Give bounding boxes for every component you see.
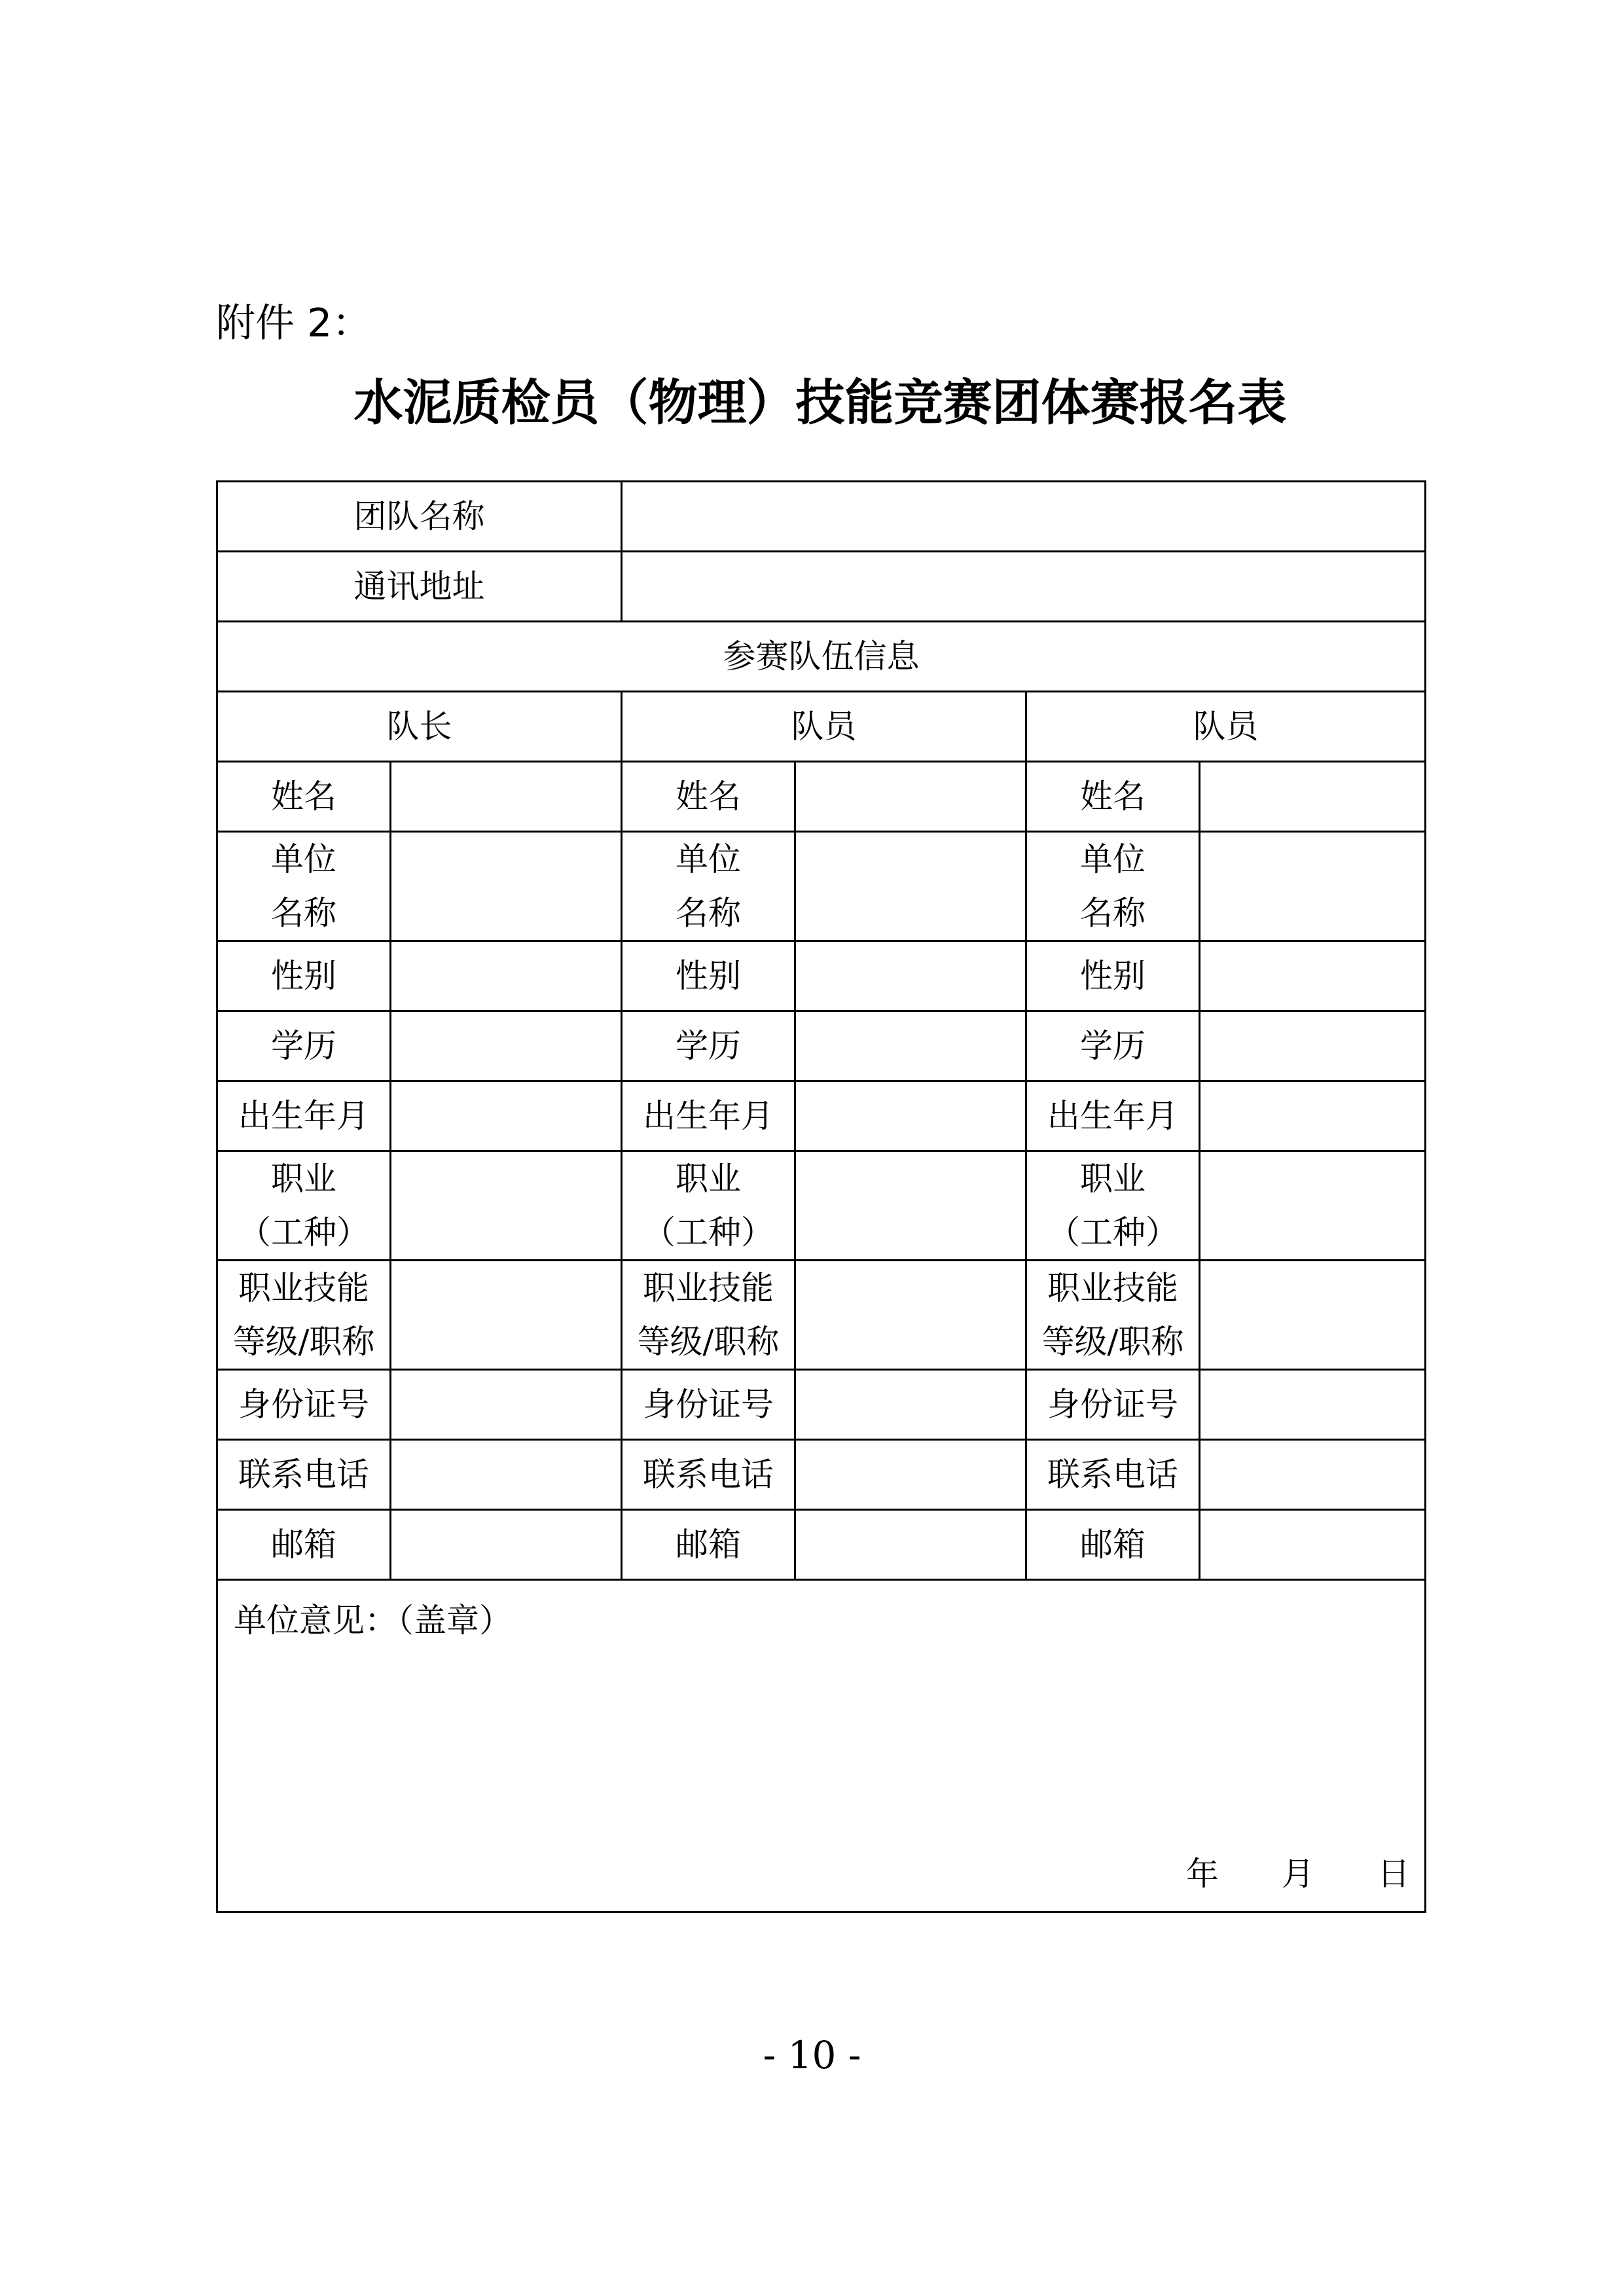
- id-label: 身份证号: [217, 1370, 391, 1440]
- captain-id-field[interactable]: [391, 1370, 622, 1440]
- phone-label: 联系电话: [217, 1440, 391, 1510]
- phone-row: [217, 1440, 1426, 1510]
- page-number: - 10 -: [763, 2033, 861, 2077]
- team-name-row: [217, 482, 1426, 552]
- phone-label: 联系电话: [622, 1440, 795, 1510]
- occupation-label: 职业 （工种）: [217, 1151, 391, 1261]
- unit-row: [217, 832, 1426, 941]
- member2-birth-field[interactable]: [1200, 1081, 1426, 1151]
- gender-row: [217, 941, 1426, 1011]
- name-label: 姓名: [1026, 762, 1200, 832]
- name-row: [217, 762, 1426, 832]
- date-line: [1123, 1851, 1410, 1897]
- address-row: [217, 552, 1426, 622]
- member1-skill-field[interactable]: [795, 1261, 1026, 1370]
- captain-occupation-field[interactable]: [391, 1151, 622, 1261]
- member1-phone-field[interactable]: [795, 1440, 1026, 1510]
- address-field[interactable]: [622, 552, 1426, 622]
- captain-phone-field[interactable]: [391, 1440, 622, 1510]
- roles-row: [217, 692, 1426, 762]
- member1-unit-field[interactable]: [795, 832, 1026, 941]
- member1-birth-field[interactable]: [795, 1081, 1026, 1151]
- member2-email-field[interactable]: [1200, 1510, 1426, 1580]
- team-name-field[interactable]: [622, 482, 1426, 552]
- gender-label: 性别: [622, 941, 795, 1011]
- captain-unit-field[interactable]: [391, 832, 622, 941]
- opinion-row: [217, 1580, 1426, 1912]
- captain-birth-field[interactable]: [391, 1081, 622, 1151]
- captain-email-field[interactable]: [391, 1510, 622, 1580]
- phone-label: 联系电话: [1026, 1440, 1200, 1510]
- skill-label: 职业技能 等级/职称: [622, 1261, 795, 1370]
- member2-skill-field[interactable]: [1200, 1261, 1426, 1370]
- member2-phone-field[interactable]: [1200, 1440, 1426, 1510]
- registration-form-table: [216, 480, 1426, 1913]
- education-label: 学历: [622, 1011, 795, 1081]
- email-row: [217, 1510, 1426, 1580]
- education-label: 学历: [217, 1011, 391, 1081]
- captain-gender-field[interactable]: [391, 941, 622, 1011]
- member1-name-field[interactable]: [795, 762, 1026, 832]
- occupation-label: 职业 （工种）: [622, 1151, 795, 1261]
- email-label: 邮箱: [622, 1510, 795, 1580]
- email-label: 邮箱: [217, 1510, 391, 1580]
- role-member-2: 队员: [1026, 692, 1426, 762]
- education-label: 学历: [1026, 1011, 1200, 1081]
- id-row: [217, 1370, 1426, 1440]
- address-label: 通讯地址: [217, 552, 622, 622]
- occupation-row: [217, 1151, 1426, 1261]
- name-label: 姓名: [622, 762, 795, 832]
- skill-label: 职业技能 等级/职称: [1026, 1261, 1200, 1370]
- member1-id-field[interactable]: [795, 1370, 1026, 1440]
- member1-email-field[interactable]: [795, 1510, 1026, 1580]
- birth-label: 出生年月: [217, 1081, 391, 1151]
- unit-label: 单位 名称: [622, 832, 795, 941]
- attachment-label: 附件 2：: [216, 300, 372, 346]
- unit-opinion-label: 单位意见：（盖章）: [234, 1602, 512, 1640]
- birth-row: [217, 1081, 1426, 1151]
- date-day: 日: [1377, 1855, 1410, 1893]
- member2-occupation-field[interactable]: [1200, 1151, 1426, 1261]
- role-captain: 队长: [217, 692, 622, 762]
- unit-label: 单位 名称: [1026, 832, 1200, 941]
- skill-label: 职业技能 等级/职称: [217, 1261, 391, 1370]
- gender-label: 性别: [217, 941, 391, 1011]
- birth-label: 出生年月: [622, 1081, 795, 1151]
- member2-education-field[interactable]: [1200, 1011, 1426, 1081]
- document-title: 水泥质检员（物理）技能竞赛团体赛报名表: [353, 374, 1287, 431]
- id-label: 身份证号: [622, 1370, 795, 1440]
- birth-label: 出生年月: [1026, 1081, 1200, 1151]
- gender-label: 性别: [1026, 941, 1200, 1011]
- unit-label: 单位 名称: [217, 832, 391, 941]
- member2-id-field[interactable]: [1200, 1370, 1426, 1440]
- captain-name-field[interactable]: [391, 762, 622, 832]
- member1-occupation-field[interactable]: [795, 1151, 1026, 1261]
- member2-gender-field[interactable]: [1200, 941, 1426, 1011]
- member2-unit-field[interactable]: [1200, 832, 1426, 941]
- skill-row: [217, 1261, 1426, 1370]
- captain-skill-field[interactable]: [391, 1261, 622, 1370]
- occupation-label: 职业 （工种）: [1026, 1151, 1200, 1261]
- captain-education-field[interactable]: [391, 1011, 622, 1081]
- role-member-1: 队员: [622, 692, 1026, 762]
- member1-gender-field[interactable]: [795, 941, 1026, 1011]
- member2-name-field[interactable]: [1200, 762, 1426, 832]
- name-label: 姓名: [217, 762, 391, 832]
- date-month: 月: [1282, 1855, 1314, 1893]
- section-header-row: [217, 622, 1426, 692]
- member1-education-field[interactable]: [795, 1011, 1026, 1081]
- team-name-label: 团队名称: [217, 482, 622, 552]
- education-row: [217, 1011, 1426, 1081]
- id-label: 身份证号: [1026, 1370, 1200, 1440]
- email-label: 邮箱: [1026, 1510, 1200, 1580]
- section-header: 参赛队伍信息: [217, 622, 1426, 692]
- date-year: 年: [1186, 1855, 1219, 1893]
- unit-opinion-field[interactable]: [217, 1580, 1426, 1912]
